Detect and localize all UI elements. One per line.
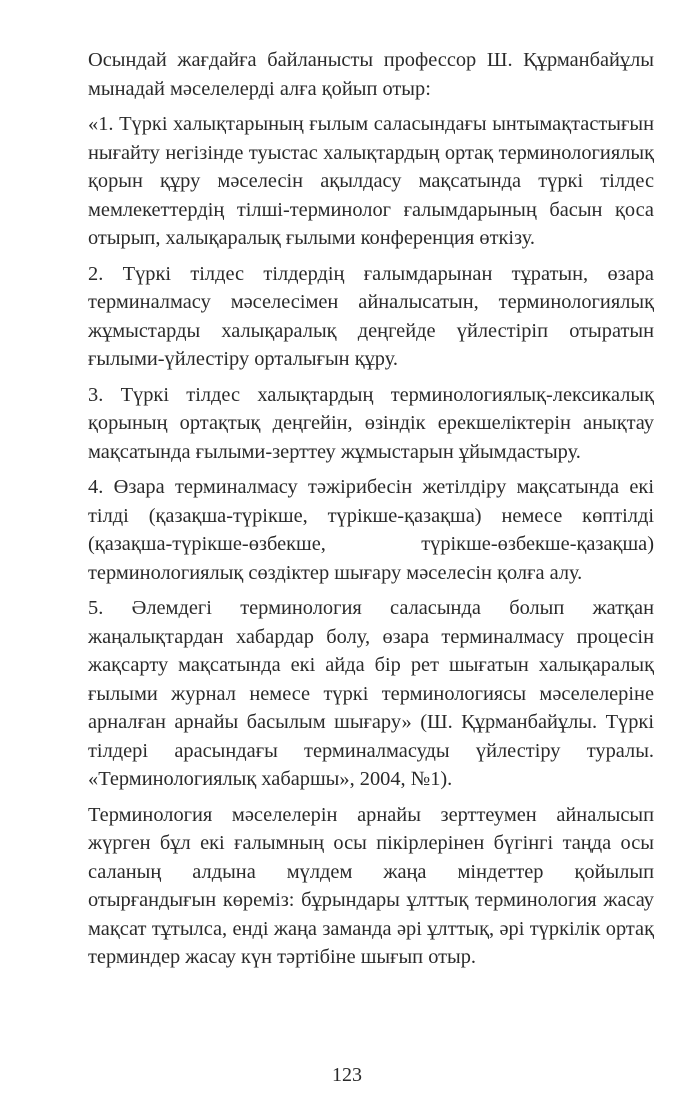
paragraph-conclusion: Терминология мәселелерін арнайы зерттеумен айналысып жүрген бұл екі ғалымның осы пікірлерінен бүгінгі таңда осы саланың алдына мүлдем жаңа міндеттер қойылып отырғандығын көреміз: бұрындары ұлттық терминология жасау мақсат тұтылса, енді жаңа заманда әрі ұлттық, әрі түркілік ортақ терминдер жасау күн тәртібіне шығып отыр. [88,803,654,968]
paragraph-intro: Осындай жағдайға байланысты профессор Ш. Құрманбайұлы мынадай мәселелерді алға қойып отыр: [88,49,654,100]
paragraph-item-1: «1. Түркі халықтарының ғылым саласындағы ынтымақтастығын нығайту негізінде туыстас халықтардың ортақ терминологиялық қорын құру мәселесін ақылдасу мақсатында түркі тілдес мемлекеттердің тілші-терминолог ғалымдарының басын қоса отырып, халықаралық ғылыми конференция өткізу. [88,113,654,249]
paragraph-item-2: 2. Түркі тілдес тілдердің ғалымдарынан тұратын, өзара терминалмасу мәселесімен айналысатын, терминологиялық жұмыстарды халықаралық деңгейде үйлестіріп отыратын ғылыми-үйлестіру орталығын құру. [88,262,654,370]
page-number: 123 [332,1064,362,1086]
paragraph-item-4: 4. Өзара терминалмасу тәжірибесін жетілдіру мақсатында екі тілді (қазақша-түрікше, түрікше-қазақша) немесе көптілді (қазақша-түрікше-өзбекше, түрікше-өзбекше-қазақша) терминологиялық сөздіктер шығару мәселесін қолға алу. [88,476,654,584]
paragraph-item-5: 5. Әлемдегі терминология саласында болып жатқан жаңалықтардан хабардар болу, өзара терминалмасу процесін жақсарту мақсатында екі айда бір рет шығатын халықаралық ғылыми журнал немесе түркі терминологиясы мәселелеріне арналған арнайы басылым шығару» (Ш. Құрманбайұлы. Түркі тілдері арасындағы терминалмасуды үйлестіру туралы. «Терминологиялық хабаршы», 2004, №1). [88,597,654,790]
paragraph-item-3: 3. Түркі тілдес халықтардың терминологиялық-лексикалық қорының ортақтық деңгейін, өзіндік ерекшеліктерін анықтау мақсатында ғылыми-зерттеу жұмыстарын ұйымдастыру. [88,383,654,463]
page-body [88,46,654,979]
